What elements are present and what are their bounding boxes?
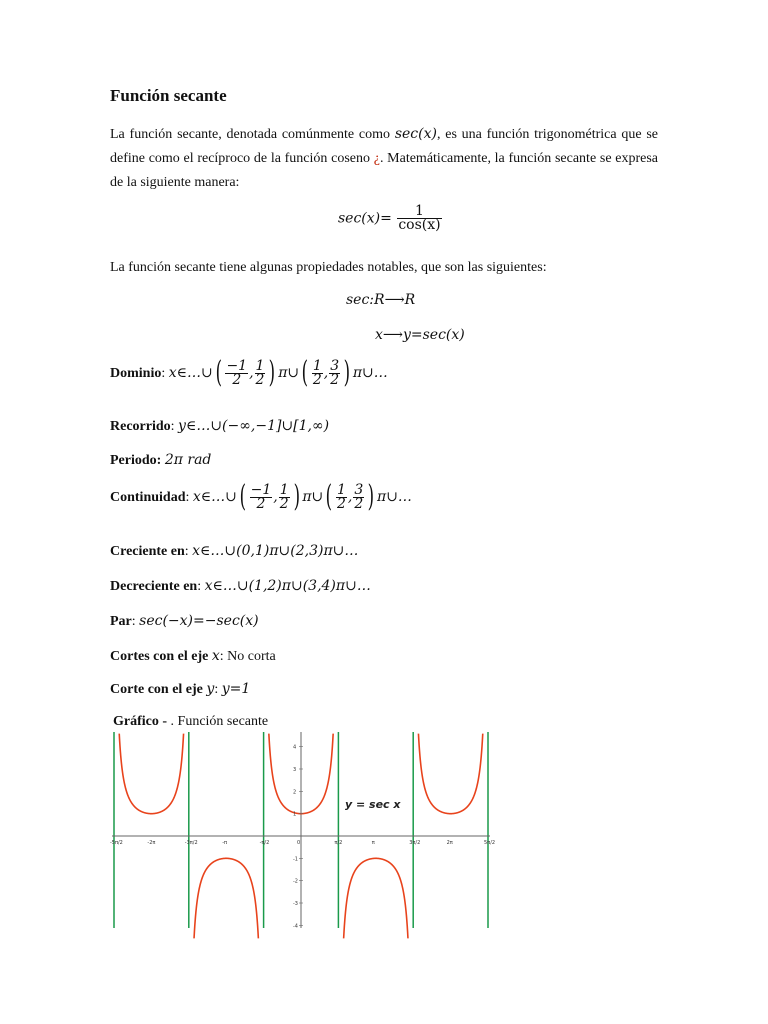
continuidad-post: π∪… (377, 489, 412, 505)
dominio-f1-num: −1 (226, 357, 248, 374)
secant-definition-equation (338, 205, 443, 232)
x-tick-label: -π/2 (259, 840, 270, 846)
map-domain-codomain: sec:R⟶R (346, 292, 416, 308)
prop-creciente-value: x∈…∪(0,1)π∪(2,3)π∪… (192, 543, 359, 559)
intro-sec-math: sec(x) (394, 126, 437, 142)
prop-recorrido-sep: : (170, 419, 175, 434)
x-tick-label: 0 (297, 840, 301, 846)
def-eq-lhs: sec(x)= (338, 210, 392, 227)
y-tick-label: 3 (293, 766, 297, 773)
page-title: Función secante (110, 86, 227, 105)
def-eq-numerator: 1 (397, 205, 441, 219)
continuidad-f2-den: 2 (279, 495, 289, 512)
x-tick-label: π/2 (334, 840, 343, 846)
prop-continuidad-sep: : (185, 490, 190, 505)
dominio-f3-den: 2 (312, 371, 322, 388)
prop-par-sep: : (131, 614, 136, 629)
prop-par (110, 613, 259, 630)
y-tick-label: 1 (293, 811, 297, 818)
y-tick-label: -4 (293, 923, 298, 930)
x-tick-label: -π (222, 840, 228, 846)
graph-caption-bold: Gráfico - (113, 714, 168, 729)
prop-cortes-x-label: Cortes con el eje (110, 649, 209, 664)
prop-cortes-x-rest: : No corta (219, 649, 276, 664)
intro-text-1: La función secante, denotada comúnmente como (110, 127, 391, 142)
dominio-pre: x∈…∪ (168, 365, 213, 381)
dominio-f2-num: 1 (255, 357, 265, 374)
x-tick-label: π (371, 840, 375, 846)
secant-graph (110, 732, 496, 930)
continuidad-f3-num: 1 (336, 481, 346, 498)
prop-corte-y-rest: : (214, 682, 219, 697)
prop-periodo (110, 452, 211, 469)
prop-corte-y-var: y (206, 681, 215, 697)
x-tick-label: 2π (446, 840, 453, 846)
prop-continuidad-label: Continuidad (110, 490, 186, 505)
prop-decreciente-label: Decreciente en (110, 579, 198, 594)
prop-recorrido (110, 418, 329, 435)
prop-corte-y-value: y=1 (221, 681, 251, 697)
continuidad-f4-den: 2 (354, 495, 364, 512)
intro-paragraph (110, 122, 658, 195)
continuidad-f3-den: 2 (336, 495, 346, 512)
y-tick-label: -3 (293, 901, 298, 908)
prop-corte-y (110, 681, 250, 698)
dominio-post: π∪… (352, 365, 388, 381)
prop-dominio-value: x∈…∪( $\frac{-1}{2}$ , $\frac{1}{2}$ ) π∪( $\frac{1}{2}$ , $\frac{3}{2}$ ) π∪… (168, 355, 388, 390)
map-x-to-y: x⟶y=sec(x) (375, 327, 465, 343)
intro-question-mark: ¿ (373, 151, 380, 166)
prop-dominio (110, 355, 388, 390)
prop-periodo-label: Periodo: (110, 453, 162, 468)
dominio-f3-num: 1 (312, 357, 322, 374)
continuidad-f4-num: 3 (354, 481, 364, 498)
prop-creciente (110, 543, 358, 560)
prop-recorrido-label: Recorrido (110, 419, 171, 434)
x-tick-label: 3π/2 (409, 840, 421, 846)
y-tick-label: -1 (293, 856, 298, 863)
dominio-f4-num: 3 (330, 357, 340, 374)
prop-decreciente (110, 578, 371, 595)
x-tick-label: 5π/2 (484, 840, 496, 846)
prop-continuidad-value: x∈…∪( $\frac{-1}{2}$ , $\frac{1}{2}$ ) π∪( $\frac{1}{2}$ , $\frac{3}{2}$ ) π∪… (192, 479, 412, 514)
properties-intro: La función secante tiene algunas propiedades notables, que son las siguientes: (110, 260, 547, 275)
prop-dominio-label: Dominio (110, 366, 162, 381)
prop-creciente-label: Creciente en (110, 544, 185, 559)
prop-recorrido-value: y∈…∪(−∞,−1]∪[1,∞) (178, 418, 330, 434)
dominio-mid: π∪ (278, 365, 300, 381)
intro-text-2: , es una función trigonométrica que se define como el recíproco de la función coseno (110, 127, 659, 166)
y-tick-label: -2 (293, 878, 298, 885)
dominio-f2-den: 2 (255, 371, 265, 388)
graph-caption-rest: . Función secante (167, 714, 269, 729)
x-tick-label: -2π (147, 840, 156, 846)
prop-decreciente-value: x∈…∪(1,2)π∪(3,4)π∪… (204, 578, 371, 594)
intro-text-3: . Matemáticamente, la función secante se expresa de la siguiente manera: (110, 151, 658, 190)
graph-caption (113, 714, 268, 730)
prop-cortes-x-var: x (211, 648, 220, 664)
continuidad-f1-den: 2 (256, 495, 266, 512)
continuidad-pre: x∈…∪ (192, 489, 237, 505)
prop-periodo-value: 2π rad (164, 452, 212, 468)
graph-function-label: y = sec x (345, 798, 401, 811)
prop-corte-y-label: Corte con el eje (110, 682, 203, 697)
def-eq-denominator: cos(x) (398, 217, 441, 233)
prop-dominio-sep: : (161, 366, 166, 381)
x-tick-label: -3π/2 (184, 840, 198, 846)
prop-creciente-sep: : (184, 544, 189, 559)
y-tick-label: 2 (293, 789, 297, 796)
prop-par-value: sec(−x)=−sec(x) (139, 613, 259, 629)
prop-cortes-x (110, 648, 276, 665)
prop-continuidad (110, 479, 412, 514)
prop-decreciente-sep: : (197, 579, 202, 594)
x-tick-label: -5π/2 (110, 840, 123, 846)
dominio-f1-den: 2 (232, 371, 242, 388)
prop-par-label: Par (110, 614, 132, 629)
continuidad-f2-num: 1 (279, 481, 289, 498)
dominio-f4-den: 2 (330, 371, 340, 388)
continuidad-f1-num: −1 (250, 481, 272, 498)
y-tick-label: 4 (293, 744, 297, 751)
continuidad-mid: π∪ (302, 489, 324, 505)
